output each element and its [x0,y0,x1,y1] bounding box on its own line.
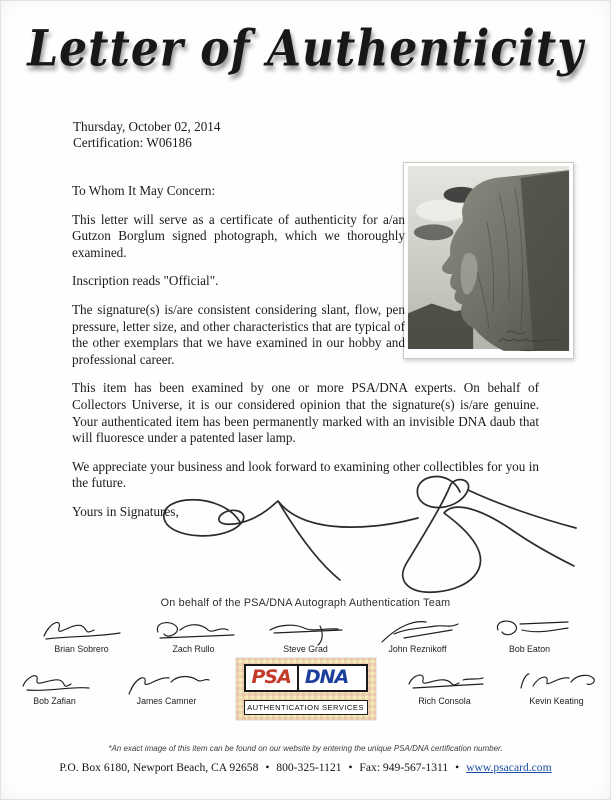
member-name: Brian Sobrero [54,644,109,654]
psa-logo-text: PSA [246,666,299,690]
paragraph-inscription: Inscription reads "Official". [72,273,219,289]
team-member [394,668,496,720]
member-name: John Reznikoff [388,644,447,654]
psa-dna-stamp [236,658,376,720]
footer-separator: • [348,761,353,774]
footer-fax: Fax: 949-567-1311 [359,761,449,774]
fine-print: *An exact image of this item can be found on our website by entering the unique PSA/DNA certification number. [108,744,503,753]
team-member [116,668,218,720]
member-name: Kevin Keating [529,696,584,706]
team-member [31,616,133,654]
footer-contact-line [0,761,611,774]
paragraph-certificate: This letter will serve as a certificate of authenticity for a/an Gutzon Borglum signed photograph, which we thoroughly examined. [72,211,405,260]
member-name: Steve Grad [283,644,328,654]
signature-icon [148,616,240,646]
psa-dna-logo [244,664,368,692]
authentication-services-label: AUTHENTICATION SERVICES [244,700,368,715]
signature-icon [36,616,128,646]
team-member [367,616,469,654]
paragraph-thanks: We appreciate your business and look forward to examining other collectibles for you in the future. [72,458,539,491]
body-narrow-column [72,183,539,368]
team-row-2 [0,658,611,720]
website-link[interactable]: www.psacard.com [466,761,552,774]
member-name: Zach Rullo [172,644,215,654]
team-heading: On behalf of the PSA/DNA Autograph Authentication Team [160,597,451,609]
paragraph-experts: This item has been examined by one or more PSA/DNA experts. On behalf of Collectors Universe, it is our considered opinion that the signature(s) is/are genuine. Your authenticated item has been permanently marked with an invisible DNA daub that will fluoresce under a patented laser lamp. [72,380,539,446]
signature-icon [484,616,576,646]
closing-line: Yours in Signatures, [72,503,179,519]
signature-icon [9,668,101,698]
letter-title: Letter of Authenticity [27,20,584,79]
footer-separator: • [265,761,270,774]
signature-icon [121,668,213,698]
letter-date: Thursday, October 02, 2014 [73,119,221,134]
team-row-1 [0,616,611,654]
team-member [143,616,245,654]
footer-separator: • [455,761,460,774]
footer-phone: 800-325-1121 [276,761,342,774]
member-name: James Camner [136,696,197,706]
team-member [4,668,106,720]
salutation: To Whom It May Concern: [72,183,216,198]
member-name: Rich Consola [418,696,471,706]
footer-address: P.O. Box 6180, Newport Beach, CA 92658 [59,761,259,774]
member-name: Bob Eaton [508,644,551,654]
paragraph-signature-traits: The signature(s) is/are consistent considering slant, flow, pen pressure, letter size, and other characteristics that are typical of the other exemplars that we have examined in our hobby and professional career. [72,301,405,367]
certification-number: Certification: W06186 [73,135,192,150]
signature-icon [372,616,464,646]
signature-icon [399,668,491,698]
authenticator-large-signature [118,466,580,604]
signature-icon [260,616,352,646]
signature-icon [511,668,603,698]
team-member [255,616,357,654]
letter-meta [73,119,220,151]
authentication-team-section [0,597,611,720]
member-name: Bob Zafian [33,696,76,706]
team-member [479,616,581,654]
dna-logo-text: DNA [304,666,349,688]
team-member [506,668,608,720]
